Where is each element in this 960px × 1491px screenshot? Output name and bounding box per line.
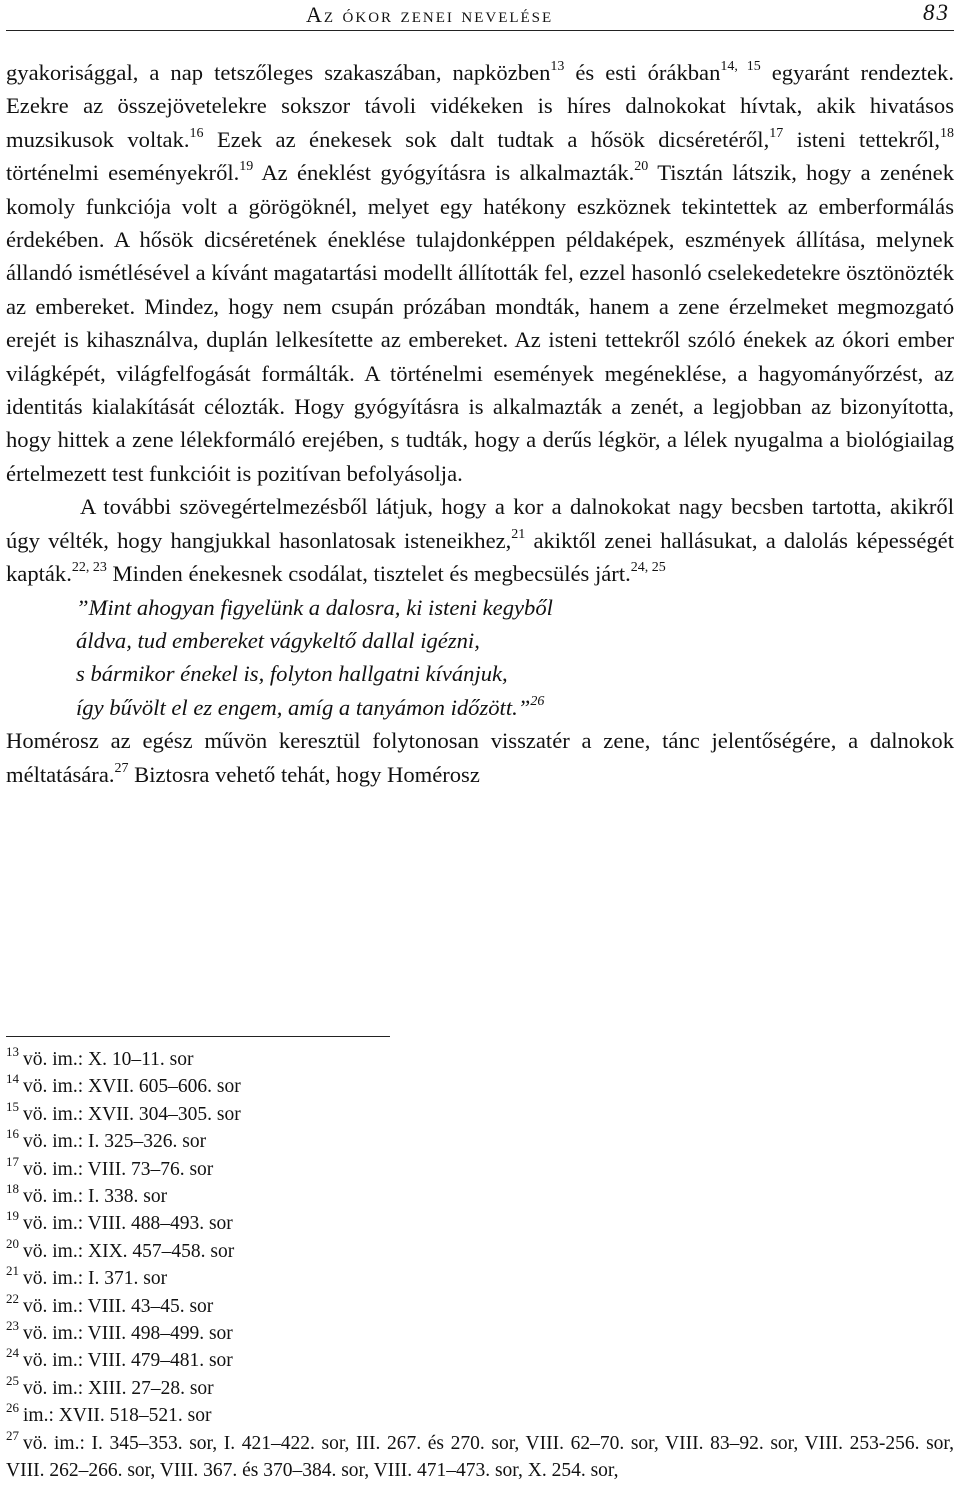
poem-line: így bűvölt el ez engem, amíg a tanyámon időzött.”$^{26}$ xyxy=(76,693,545,720)
footnote: $^{15}$ vö. im.: XVII. 304–305. sor xyxy=(6,1098,241,1125)
footnote-ref[interactable]: 19 xyxy=(239,159,254,175)
footnote-ref[interactable]: 22, 23 xyxy=(71,560,107,576)
footnote-ref[interactable]: 27 xyxy=(114,760,129,776)
footnote-ref[interactable]: 21 xyxy=(511,526,526,542)
footnote: $^{13}$ vö. im.: X. 10–11. sor xyxy=(6,1044,194,1070)
footnote-ref[interactable]: 18 xyxy=(940,125,954,141)
paragraph-3: Homérosz az egész művön keresztül folytonosan visszatér a zene, tánc jelentőségére, a dalnokok méltatására.$^{27}$ Biztosra vehető tehát, hogy Homérosz xyxy=(6,728,954,787)
footnote: $^{26}$ im.: XVII. 518–521. sor xyxy=(6,1400,212,1427)
footnote-ref[interactable]: 13 xyxy=(550,59,565,74)
footnotes xyxy=(6,1046,954,1485)
page-number: 83 xyxy=(923,0,950,25)
page-header xyxy=(6,0,954,31)
footnote-ref[interactable]: 14, 15 xyxy=(720,59,761,74)
running-title: Az ókor zenei nevelése xyxy=(306,2,554,27)
footnote: $^{16}$ vö. im.: I. 325–326. sor xyxy=(6,1126,207,1153)
footnote-ref[interactable]: 24, 25 xyxy=(630,560,666,576)
footnote: $^{25}$ vö. im.: XIII. 27–28. sor xyxy=(6,1372,214,1399)
poem-line: s bármikor énekel is, folyton hallgatni kívánjuk, xyxy=(76,661,508,687)
footnote-ref[interactable]: 16 xyxy=(189,125,204,141)
footnote-ref[interactable]: 26 xyxy=(530,693,545,709)
footnote: $^{18}$ vö. im.: I. 338. sor xyxy=(6,1181,168,1208)
footnote: $^{20}$ vö. im.: XIX. 457–458. sor xyxy=(6,1235,235,1262)
footnote: $^{27}$ vö. im.: I. 345–353. sor, I. 421–422. sor, III. 267. és 270. sor, VIII. 62–70. sor, VIII. 83–92. sor, VIII. 253-256. sor, VIII. 262–266. sor, VIII. 367. és 370–384. sor, VIII. 471–473. sor, X. 254. sor, xyxy=(6,1427,954,1482)
footnote: $^{24}$ vö. im.: VIII. 479–481. sor xyxy=(6,1345,233,1372)
footnote: $^{19}$ vö. im.: VIII. 488–493. sor xyxy=(6,1208,233,1235)
poem-line: áldva, tud embereket vágykeltő dallal igézni, xyxy=(76,627,480,653)
footnote: $^{17}$ vö. im.: VIII. 73–76. sor xyxy=(6,1153,214,1180)
footnote-ref[interactable]: 17 xyxy=(769,125,784,141)
paragraph-2: A további szövegértelmezésből látjuk, hogy a kor a dalnokokat nagy becsben tartotta, akikről úgy vélték, hogy hangjukkal hasonlatosak isteneikhez,$^{21}$ akiktől zenei hallásukat, a dalolás képességét kapták.$^{22, 23}$ Minden énekesnek csodálat, tisztelet és megbecsülés járt.$^{24, 25}$ xyxy=(6,494,954,587)
footnote: $^{21}$ vö. im.: I. 371. sor xyxy=(6,1263,168,1290)
footnote: $^{23}$ vö. im.: VIII. 498–499. sor xyxy=(6,1318,233,1345)
footnote-ref[interactable]: 20 xyxy=(634,159,649,175)
body-text xyxy=(6,56,954,791)
paragraph-1: gyakorisággal, a nap tetszőleges szakaszában, napközben$^{13}$ és esti órákban$^{14, 15}$ egyaránt rendeztek. Ezekre az összejövetelekre sokszor távoli vidékeken is híres dalnokokat hívtak, akik hivatásos muzsikusok voltak.$^{16}$ Ezek az énekesek sok dalt tudtak a hősök dicséretéről,$^{17}$ isteni tettekről,$^{18}$ történelmi eseményekről.$^{19}$ Az éneklést gyógyításra is alkalmazták.$^{20}$ Tisztán látszik, hogy a zenének komoly funkciója volt a görögöknél, melyet egy hatékony eszköznek tekintettek az emberformálás érdekében. A hősök dicséretének éneklése tulajdonképpen példaképek, eszmények állítása, melynek állandó ismétlésével a kívánt magatartási modellt állították fel, ezzel hasonló cselekedetekre ösztönözték az embereket. Mindez, hogy nem csupán prózában mondták, hanem a zene érzelmeket megmozgató erejét is kihasználva, duplán lelkesítette az embereket. Az isteni tettekről szóló énekek az ókori ember világképét, világfelfogását formálták. A történelmi események megéneklése, a hagyományőrzést, az identitás kialakítását célozták. Hogy gyógyításra is alkalmazták a zenét, a legjobban az bizonyította, hogy hittek a zene lélekformáló erejében, s tudták, hogy a derűs légkör, a lélek nyugalma a biológiailag értelmezett test funkcióit is pozitívan befolyásolja. xyxy=(6,59,955,486)
footnote: $^{22}$ vö. im.: VIII. 43–45. sor xyxy=(6,1290,214,1317)
poem-line: ”Mint ahogyan figyelünk a dalosra, ki isteni kegyből xyxy=(76,594,553,620)
footnote-divider xyxy=(6,1036,390,1037)
footnote: $^{14}$ vö. im.: XVII. 605–606. sor xyxy=(6,1071,241,1098)
poem-quote xyxy=(76,591,954,725)
